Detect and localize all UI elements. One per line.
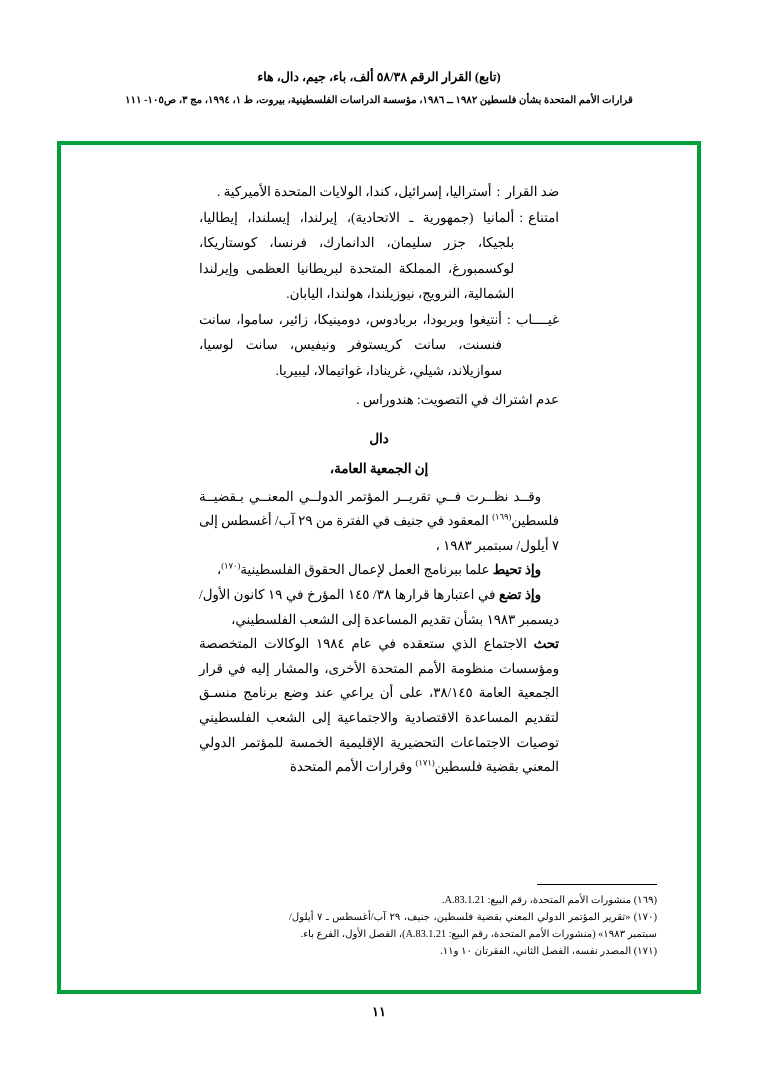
header-source-line: قرارات الأمم المتحدة بشأن فلسطين ١٩٨٢ ــ ١٩٨٦، مؤسسة الدراسات الفلسطينية، بيروت، ط ١، ١٩٩٤، مج ٣، ص١٠٥- ١١١ [125,94,633,106]
vote-colon: : [496,184,501,199]
vote-row [199,205,559,307]
footnote-text: المصدر نفسه، الفصل الثاني، الفقرتان ١٠ و١١. [440,946,632,958]
footnote-item [289,910,657,943]
vote-colon: : [507,311,511,327]
frame-content [61,145,697,990]
footnotes-section [289,884,657,962]
section-letter: دال [369,430,389,446]
footnote-item [289,893,657,910]
vote-no-participation: عدم اشتراك في التصويت: هندوراس . [356,392,559,408]
paragraph-1: وقــد نظــرت فــي تقريــر المؤتمر الدولــي المعنــي بـقضيــة فلسطين$^{(١٦٩)}$ المعقود في جنيف في الفترة من ٢٩ آب/ أغسطس إلى ٧ أيلول/ سبتمبر ١٩٨٣ ، [199,488,559,553]
footnote-text: «تقرير المؤتمر الدولي المعني بقضية فلسطين، جنيف، ٢٩ آب/أغسطس ـ ٧ أيلول/سبتمبر ١٩٨٣» (منشورات الأمم المتحدة، رقم البيع: A.83.1.21)، الفصل الأول، الفرع باء. [289,912,657,940]
green-border-frame [57,141,701,994]
vote-results-block [199,179,559,413]
header-title: (تابع) القرار الرقم ٥٨/٣٨ ألف، باء، جيم، دال، هاء [257,70,501,84]
footnote-number: (١٧٠) [630,912,657,924]
vote-values-against: أستراليا، إسرائيل، كندا، الولايات المتحدة الأميركية . [216,184,492,199]
footnote-number: (١٦٩) [631,894,657,906]
vote-label-abstain: امتناع [528,209,559,225]
footnote-separator-rule [537,884,657,885]
vote-row [199,179,559,205]
vote-values-abstain: ألمانيا (جمهورية ـ الاتحادية)، إيرلندا، إيسلندا، إيطاليا، بلجيكا، جزر سليمان، الدانمارك، فرنسا، كوستاريكا، لوكسمبورغ، المملكة المتحدة لبريطانيا العظمى وإيرلندا الشمالية، النرويج، نيوزيلندا، هولندا، اليابان. [199,209,515,302]
paragraph-2: وإذ تحيط علما ببرنامج العمل لإعمال الحقوق الفلسطينية$^{(١٧٠)}$، [216,562,541,578]
assembly-heading: إن الجمعية العامة، [329,460,429,476]
vote-label-against: ضد القرار [505,184,559,199]
footnote-item [289,944,657,961]
page-header [0,68,758,108]
footnote-text: منشورات الأمم المتحدة، رقم البيع: A.83.1.21. [442,894,632,906]
footnote-number: (١٧١) [631,946,657,958]
vote-colon: : [519,209,524,225]
vote-row [199,307,559,384]
page-number: ١١ [372,1004,386,1019]
vote-label-absent: غيــــاب [515,311,559,327]
vote-values-absent: أنتيغوا وبربودا، بربادوس، دومينيكا، زائير، ساموا، سانت فنسنت، سانت كريستوفر ونيفيس، سانت لوسيا، سوازيلاند، شيلي، غرينادا، غواتيمالا، ليبيريا. [199,311,502,378]
paragraph-3: وإذ تضع في اعتبارها قرارها ٣٨/ ١٤٥ المؤرخ في ١٩ كانون الأول/ ديسمبر ١٩٨٣ بشأن تقديم المساعدة إلى الشعب الفلسطيني، [199,587,559,627]
resolution-body [199,485,559,780]
paragraph-4: تحث الاجتماع الذي ستعقده في عام ١٩٨٤ الوكالات المتخصصة ومؤسسات منظومة الأمم المتحدة الأخرى، والمشار إليه في قرار الجمعية العامة ٣٨/١٤٥، على أن يراعي عند وضع برنامج منسـق لتقديم المساعدة الاقتصادية والاجتماعية إلى الشعب الفلسطيني توصيات الاجتماعات التحضيرية الإقليمية الخمسة للمؤتمر الدولي المعني بقضية فلسطين$^{(١٧١)}$ وقرارات الأمم المتحدة [199,636,559,775]
